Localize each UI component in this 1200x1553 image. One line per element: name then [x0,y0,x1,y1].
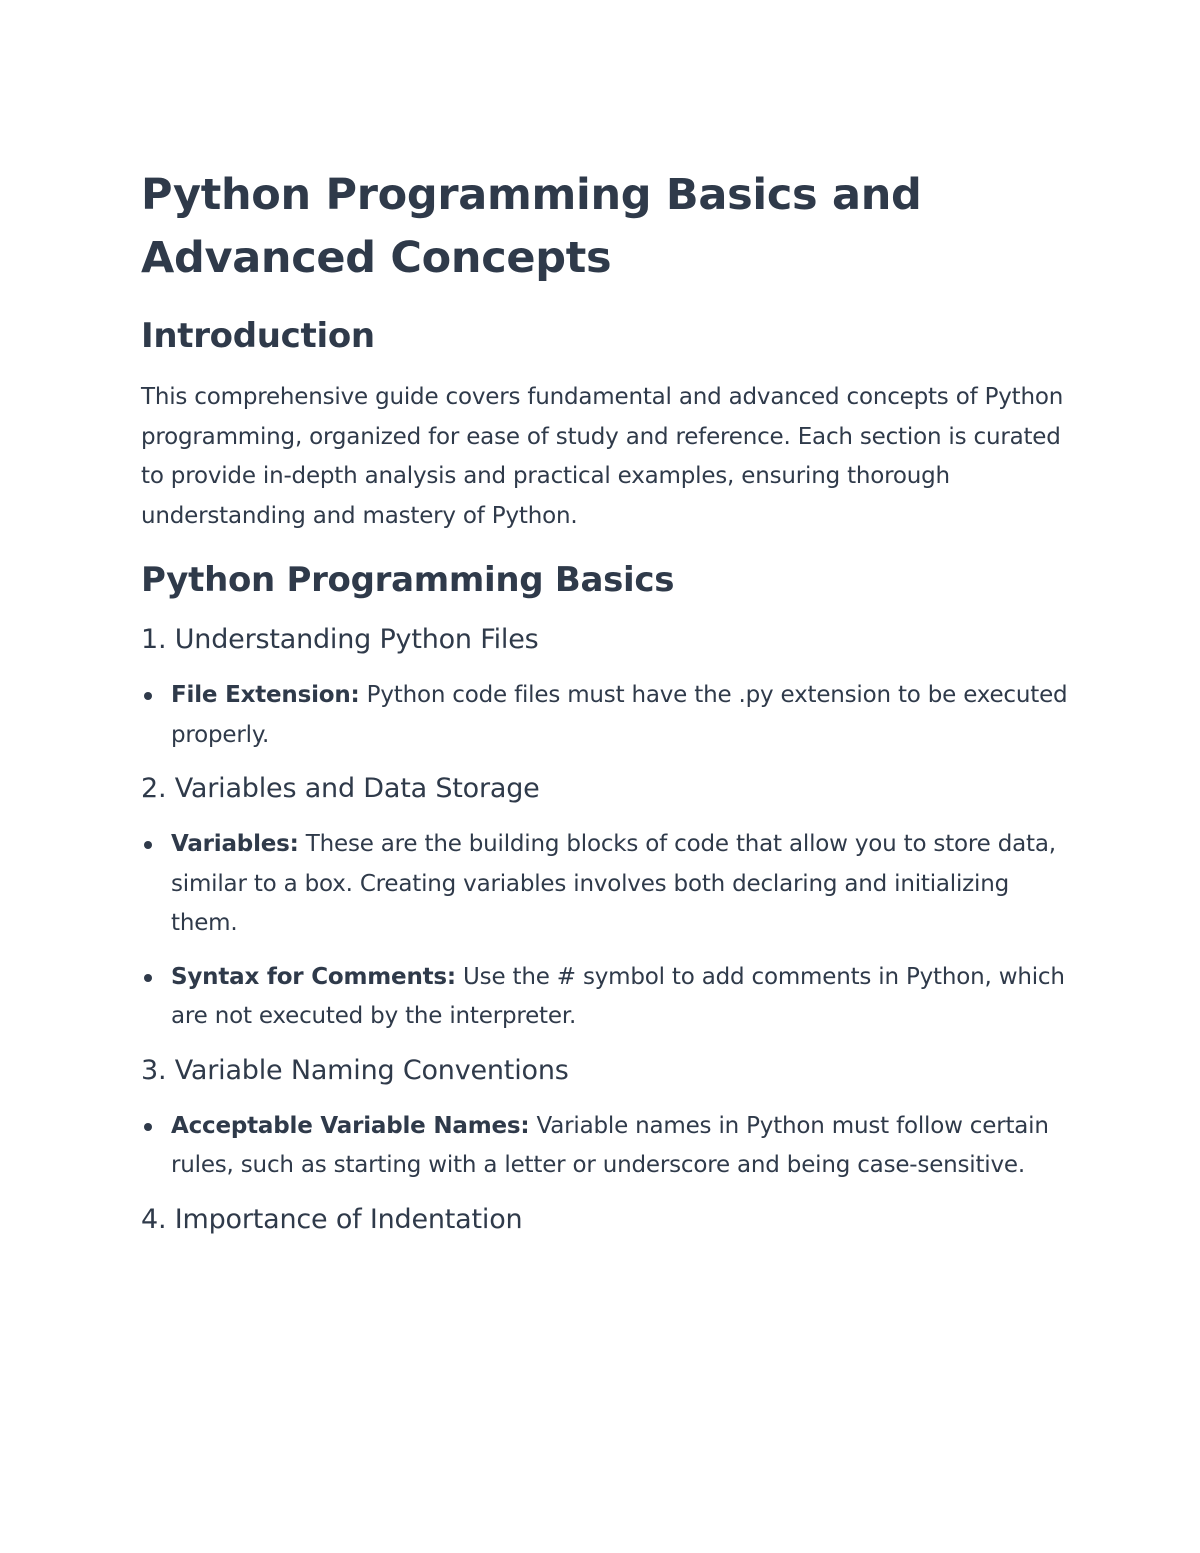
section-heading-basics: Python Programming Basics [141,560,675,600]
subsection-heading-naming-conventions: 3. Variable Naming Conventions [141,1054,569,1086]
list-item-text: Python code files must have the .py extension to be executed properly. [171,682,1068,748]
intro-paragraph: This comprehensive guide covers fundamental and advanced concepts of Python programming, organized for ease of study and reference. Each section is curated to provide in-depth analysis and practical examples, ensuring thorough understanding and mastery of Python. [141,384,1064,529]
bullet-list [141,1107,1071,1186]
bullet-icon [144,974,152,982]
list-item-term: Syntax for Comments: [171,963,456,990]
subsection-heading-indentation: 4. Importance of Indentation [141,1203,523,1235]
list-item-term: Acceptable Variable Names: [171,1112,530,1139]
bullet-icon [144,692,152,700]
document-title: Python Programming Basics and Advanced Concepts [141,170,922,283]
list-item-text: These are the building blocks of code that allow you to store data, similar to a box. Creating variables involves both declaring and initializing them. [171,831,1056,936]
bullet-icon [144,841,152,849]
document-page [141,164,1071,1256]
list-item-term: Variables: [171,831,299,857]
list-item-text: Use the # symbol to add comments in Python, which are not executed by the interpreter. [171,963,1065,1029]
section-heading-introduction: Introduction [141,316,375,356]
list-item [141,825,1071,944]
subsection-heading-variables: 2. Variables and Data Storage [141,773,540,804]
bullet-list [141,676,1071,755]
list-item [141,1107,1071,1186]
list-item [141,676,1071,755]
list-item-term: File Extension: [171,682,360,708]
list-item [141,958,1071,1037]
bullet-icon [144,1123,152,1131]
list-item-text: Variable names in Python must follow certain rules, such as starting with a letter or underscore and being case-sensitive. [171,1112,1049,1178]
bullet-list [141,825,1071,1037]
subsection-heading-python-files: 1. Understanding Python Files [141,624,539,655]
